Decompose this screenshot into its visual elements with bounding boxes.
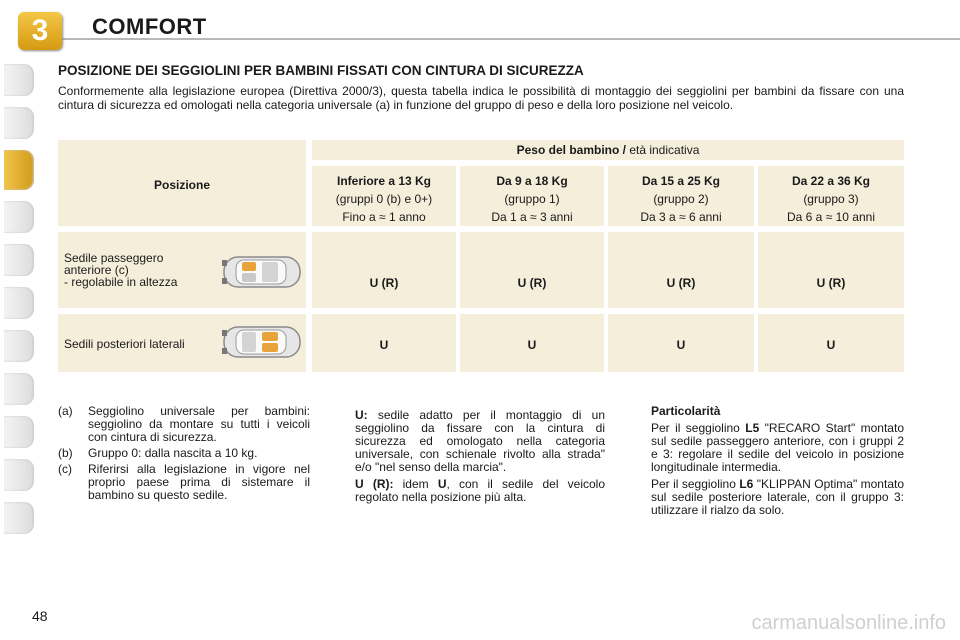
- footnotes: [58, 405, 310, 505]
- cell-front-group0: U (R): [312, 232, 456, 308]
- chapter-tab-9[interactable]: [4, 416, 34, 448]
- chapter-tab-2[interactable]: [4, 107, 34, 139]
- cell-rear-group1: U: [460, 314, 604, 372]
- watermark: carmanualsonline.info: [751, 612, 946, 634]
- weight-header-bold: Peso del bambino /: [516, 143, 626, 157]
- row-label-rear-outer: Sedili posteriori laterali: [58, 314, 306, 372]
- chapter-tab-11[interactable]: [4, 502, 34, 534]
- footnote-a: (a) Seggiolino universale per bambini: seggiolino da montare su tutti i veicoli con cintura di sicurezza.: [58, 404, 310, 444]
- notes: [651, 405, 904, 521]
- legend-ur: U (R): idem U, con il sedile del veicolo regolato nella posizione più alta.: [355, 477, 605, 504]
- footnote-b: (b) Gruppo 0: dalla nascita a 10 kg.: [58, 446, 258, 460]
- intro-paragraph: Conformemente alla legislazione europea (Direttiva 2000/3), questa tabella indica le possibilità di montaggio dei seggiolini per bambini da fissare con una cintura di sicurezza ed omologati nella categoria universale (a) in funzione del gruppo di peso e della loro posizione nel veicolo.: [58, 84, 904, 112]
- cell-front-group2: U (R): [608, 232, 754, 308]
- column-header: Da 22 a 36 Kg (gruppo 3) Da 6 a ≈ 10 anni: [758, 166, 904, 226]
- legend-u: U: sedile adatto per il montaggio di un seggiolino da fissare con la cintura di sicurezza ed omologato nella categoria universale, con schienale rivolto alla strada" e/o "nel senso della marcia".: [355, 408, 605, 474]
- chapter-tab-8[interactable]: [4, 373, 34, 405]
- chapter-tab-5[interactable]: [4, 244, 34, 276]
- cell-front-group1: U (R): [460, 232, 604, 308]
- cell-rear-group0: U: [312, 314, 456, 372]
- position-header: Posizione: [153, 178, 210, 192]
- chapter-tab-7[interactable]: [4, 330, 34, 362]
- car-seat-rear-icon: [222, 324, 302, 360]
- car-seat-front-icon: [222, 254, 302, 290]
- legend: [355, 409, 605, 508]
- row-label-front-passenger: Sedile passeggero anteriore (c) - regolabile in altezza: [58, 232, 306, 308]
- chapter-tabs: [4, 64, 34, 545]
- weight-header-rest: età indicativa: [625, 143, 700, 157]
- chapter-tab-6[interactable]: [4, 287, 34, 319]
- column-header: Da 9 a 18 Kg (gruppo 1) Da 1 a ≈ 3 anni: [460, 166, 604, 226]
- chapter-badge: 3: [18, 12, 62, 50]
- section-title: POSIZIONE DEI SEGGIOLINI PER BAMBINI FISSATI CON CINTURA DI SICUREZZA: [58, 63, 584, 78]
- chapter-tab-10[interactable]: [4, 459, 34, 491]
- chapter-tab-4[interactable]: [4, 201, 34, 233]
- weight-header: [312, 140, 904, 160]
- notes-title: Particolarità: [651, 404, 721, 418]
- note-l6: Per il seggiolino L6 "KLIPPAN Optima" montato sul sedile posteriore laterale, con il gruppo 3: utilizzare il rialzo da solo.: [651, 477, 904, 517]
- cell-rear-group2: U: [608, 314, 754, 372]
- chapter-tab-3-active[interactable]: [4, 150, 34, 190]
- footnote-c: (c) Riferirsi alla legislazione in vigore nel proprio paese prima di sistemare il bambino su questo sedile.: [58, 462, 310, 502]
- chapter-title: COMFORT: [92, 14, 207, 39]
- page-number: 48: [32, 608, 48, 624]
- note-l5: Per il seggiolino L5 "RECARO Start" montato sul sedile passeggero anteriore, con i gruppi 2 e 3: regolare il sedile del veicolo in posizione longitudinale intermedia.: [651, 421, 904, 474]
- position-header-cell: [58, 140, 306, 226]
- cell-front-group3: U (R): [758, 232, 904, 308]
- column-header: Da 15 a 25 Kg (gruppo 2) Da 3 a ≈ 6 anni: [608, 166, 754, 226]
- chapter-tab-1[interactable]: [4, 64, 34, 96]
- column-header: Inferiore a 13 Kg (gruppi 0 (b) e 0+) Fino a ≈ 1 anno: [312, 166, 456, 226]
- cell-rear-group3: U: [758, 314, 904, 372]
